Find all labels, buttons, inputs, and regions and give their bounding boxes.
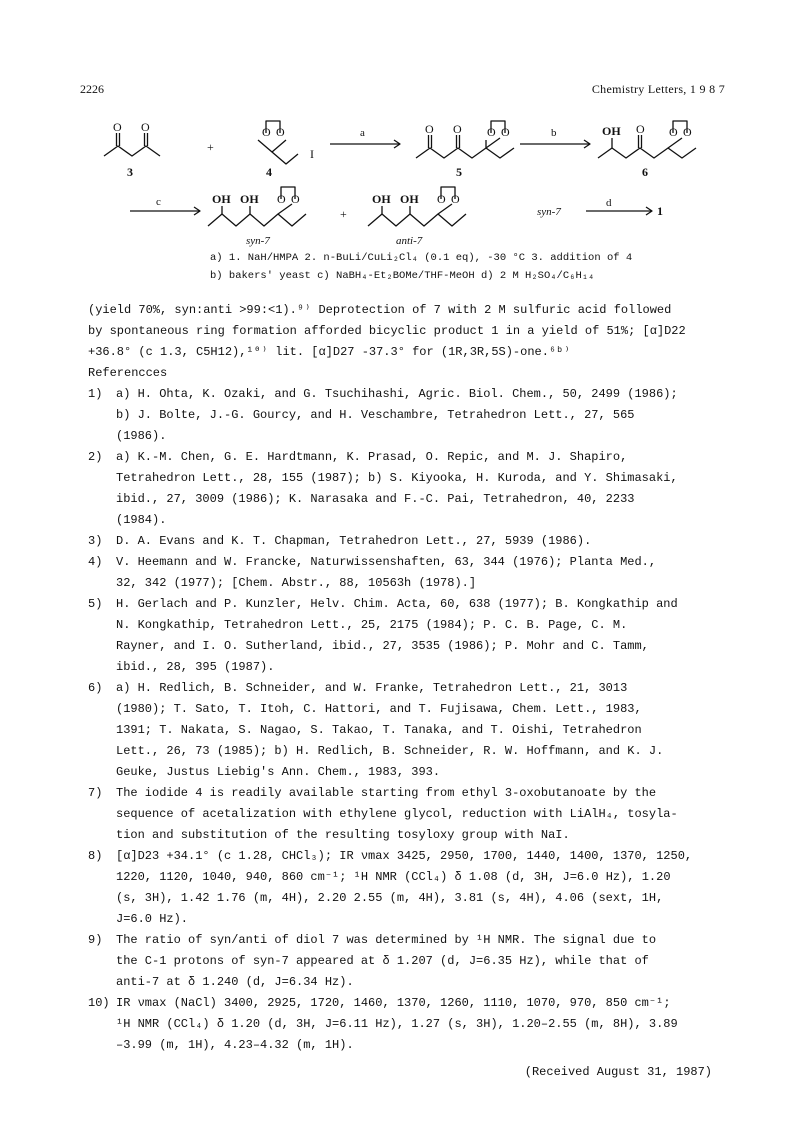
acetal-o: O [262, 125, 271, 139]
reference-line: IR νmax (NaCl) 3400, 2925, 1720, 1460, 1370, 1260, 1110, 1070, 970, 850 cm⁻¹; [116, 996, 671, 1010]
reaction-scheme [0, 0, 793, 250]
compound-3-label: 3 [127, 165, 133, 179]
reference-item [88, 678, 714, 783]
hydroxyl-label: OH [400, 192, 419, 206]
reference-line: [α]D23 +34.1° (c 1.28, CHCl₃); IR νmax 3425, 2950, 1700, 1440, 1400, 1370, 1250, [116, 849, 693, 863]
carbonyl-o: O [141, 120, 150, 134]
acetal-o: O [291, 192, 300, 206]
acetal-o: O [277, 192, 286, 206]
acetal-o: O [487, 125, 496, 139]
reference-line: the C-1 protons of syn-7 appeared at δ 1.207 (d, J=6.35 Hz), while that of [116, 954, 649, 968]
reference-line: ibid., 27, 3009 (1986); K. Narasaka and F.-C. Pai, Tetrahedron, 40, 2233 [116, 492, 635, 506]
reference-line: a) H. Redlich, B. Schneider, and W. Franke, Tetrahedron Lett., 21, 3013 [116, 681, 628, 695]
reference-number: 9) [88, 933, 103, 947]
compound-4-skeleton [258, 140, 286, 152]
carbonyl-o: O [113, 120, 122, 134]
conditions-line-1: a) 1. NaH/HMPA 2. n-BuLi/CuLi₂Cl₄ (0.1 eq), -30 °C 3. addition of 4 [210, 252, 633, 264]
reference-line: 1391; T. Nakata, S. Nagao, S. Takao, T. Tanaka, and T. Oishi, Tetrahedron [116, 723, 642, 737]
hydroxyl-label: OH [602, 124, 621, 138]
hydroxyl-label: OH [240, 192, 259, 206]
reference-number: 5) [88, 597, 103, 611]
syn-7-skeleton [208, 214, 306, 226]
hydroxyl-label: OH [212, 192, 231, 206]
compound-6-label: 6 [642, 165, 648, 179]
reference-line: N. Kongkathip, Tetrahedron Lett., 25, 2175 (1984); P. C. B. Page, C. M. [116, 618, 628, 632]
iodide-label: I [310, 147, 314, 161]
compound-5-skeleton [416, 148, 514, 158]
plus-sign: + [207, 140, 214, 154]
acetal-o: O [451, 192, 460, 206]
acetal-o: O [276, 125, 285, 139]
reference-line: ibid., 28, 395 (1987). [116, 660, 275, 674]
reference-line: anti-7 at δ 1.240 (d, J=6.34 Hz). [116, 975, 354, 989]
reference-item [88, 783, 714, 846]
reference-item [88, 846, 714, 930]
reference-number: 6) [88, 681, 103, 695]
reference-item [88, 552, 714, 594]
arrow-b-label: b [551, 127, 557, 139]
reference-number: 8) [88, 849, 103, 863]
page-number: 2226 [80, 82, 104, 96]
arrow-d-label: d [606, 197, 612, 209]
carbonyl-o: O [425, 122, 434, 136]
reference-line: Geuke, Justus Liebig's Ann. Chem., 1983, 393. [116, 765, 441, 779]
syn-7-label: syn-7 [246, 235, 270, 247]
reference-line: a) K.-M. Chen, G. E. Hardtmann, K. Prasad, O. Repic, and M. J. Shapiro, [116, 450, 628, 464]
journal-citation: Chemistry Letters, 1 9 8 7 [591, 82, 725, 96]
reference-line: ¹H NMR (CCl₄) δ 1.20 (d, 3H, J=6.11 Hz), 1.27 (s, 3H), 1.20–2.55 (m, 8H), 3.89 [116, 1017, 678, 1031]
reference-line: (1980); T. Sato, T. Itoh, C. Hattori, and T. Fujisawa, Chem. Lett., 1983, [116, 702, 642, 716]
conditions-line-2: b) bakers' yeast c) NaBH₄-Et₂BOMe/THF-MeOH d) 2 M H₂SO₄/C₆H₁₄ [210, 270, 595, 282]
acetal-o: O [501, 125, 510, 139]
reference-item [88, 594, 714, 678]
syn-7-inline-label: syn-7 [537, 206, 561, 218]
product-1-label: 1 [657, 204, 663, 218]
body-line-3: +36.8° (c 1.3, C5H12),¹⁰⁾ lit. [α]D27 -37.3° for (1R,3R,5S)-one.⁶ᵇ⁾ [88, 345, 571, 359]
reference-line: D. A. Evans and K. T. Chapman, Tetrahedron Lett., 27, 5939 (1986). [116, 534, 592, 548]
reference-number: 7) [88, 786, 103, 800]
reference-line: (1986). [116, 429, 167, 443]
reference-line: tion and substitution of the resulting tosyloxy group with NaI. [116, 828, 570, 842]
anti-7-skeleton [368, 214, 466, 226]
reference-line: H. Gerlach and P. Kunzler, Helv. Chim. Acta, 60, 638 (1977); B. Kongkathip and [116, 597, 678, 611]
reference-number: 10) [88, 996, 110, 1010]
reference-number: 2) [88, 450, 103, 464]
plus-sign: + [340, 207, 347, 221]
reference-item [88, 993, 714, 1056]
reference-line: The ratio of syn/anti of diol 7 was determined by ¹H NMR. The signal due to [116, 933, 657, 947]
hydroxyl-label: OH [372, 192, 391, 206]
reference-line: b) J. Bolte, J.-G. Gourcy, and H. Veschambre, Tetrahedron Lett., 27, 565 [116, 408, 635, 422]
reference-line: V. Heemann and W. Francke, Naturwissenshaften, 63, 344 (1976); Planta Med., [116, 555, 657, 569]
reference-line: (s, 3H), 1.42 1.76 (m, 4H), 2.20 2.55 (m, 4H), 3.81 (s, 4H), 4.06 (sext, 1H, [116, 891, 664, 905]
compound-4-label: 4 [266, 165, 272, 179]
reference-number: 1) [88, 387, 103, 401]
reference-line: J=6.0 Hz). [116, 912, 189, 926]
body-line-1: (yield 70%, syn:anti >99:<1).⁹⁾ Deprotection of 7 with 2 M sulfuric acid followed [88, 303, 672, 317]
acetal-o: O [437, 192, 446, 206]
compound-3-skeleton [104, 146, 160, 156]
compound-5-label: 5 [456, 165, 462, 179]
reference-item [88, 447, 714, 531]
references-heading: Referencces [88, 366, 168, 380]
body-line-2: by spontaneous ring formation afforded bicyclic product 1 in a yield of 51%; [α]D22 [88, 324, 686, 338]
reference-line: a) H. Ohta, K. Ozaki, and G. Tsuchihashi, Agric. Biol. Chem., 50, 2499 (1986); [116, 387, 678, 401]
reference-line: 1220, 1120, 1040, 940, 860 cm⁻¹; ¹H NMR (CCl₄) δ 1.08 (d, 3H, J=6.0 Hz), 1.20 [116, 870, 671, 884]
reference-number: 4) [88, 555, 103, 569]
article-body [88, 300, 714, 1083]
reference-line: Tetrahedron Lett., 28, 155 (1987); b) S. Kiyooka, H. Kuroda, and Y. Shimasaki, [116, 471, 678, 485]
received-date: (Received August 31, 1987) [524, 1065, 712, 1079]
reference-list [88, 384, 714, 1056]
reference-item [88, 930, 714, 993]
reference-item [88, 531, 714, 552]
reference-line: (1984). [116, 513, 167, 527]
reference-line: 32, 342 (1977); [Chem. Abstr., 88, 10563h (1978).] [116, 576, 477, 590]
reference-line: Rayner, and I. O. Sutherland, ibid., 27, 3535 (1986); P. Mohr and C. Tamm, [116, 639, 649, 653]
arrow-a-label: a [360, 127, 365, 139]
acetal-o: O [669, 125, 678, 139]
carbonyl-o: O [453, 122, 462, 136]
carbonyl-o: O [636, 122, 645, 136]
arrow-c-label: c [156, 196, 161, 208]
anti-7-label: anti-7 [396, 235, 423, 247]
reference-line: Lett., 26, 73 (1985); b) H. Redlich, B. Schneider, R. W. Hoffmann, and K. J. [116, 744, 664, 758]
reaction-conditions [210, 249, 730, 285]
reference-line: The iodide 4 is readily available starting from ethyl 3-oxobutanoate by the [116, 786, 657, 800]
acetal-o: O [683, 125, 692, 139]
reference-number: 3) [88, 534, 103, 548]
compound-6-skeleton [598, 148, 696, 158]
reference-line: –3.99 (m, 1H), 4.23–4.32 (m, 1H). [116, 1038, 354, 1052]
reference-item [88, 384, 714, 447]
reference-line: sequence of acetalization with ethylene glycol, reduction with LiAlH₄, tosyla- [116, 807, 678, 821]
